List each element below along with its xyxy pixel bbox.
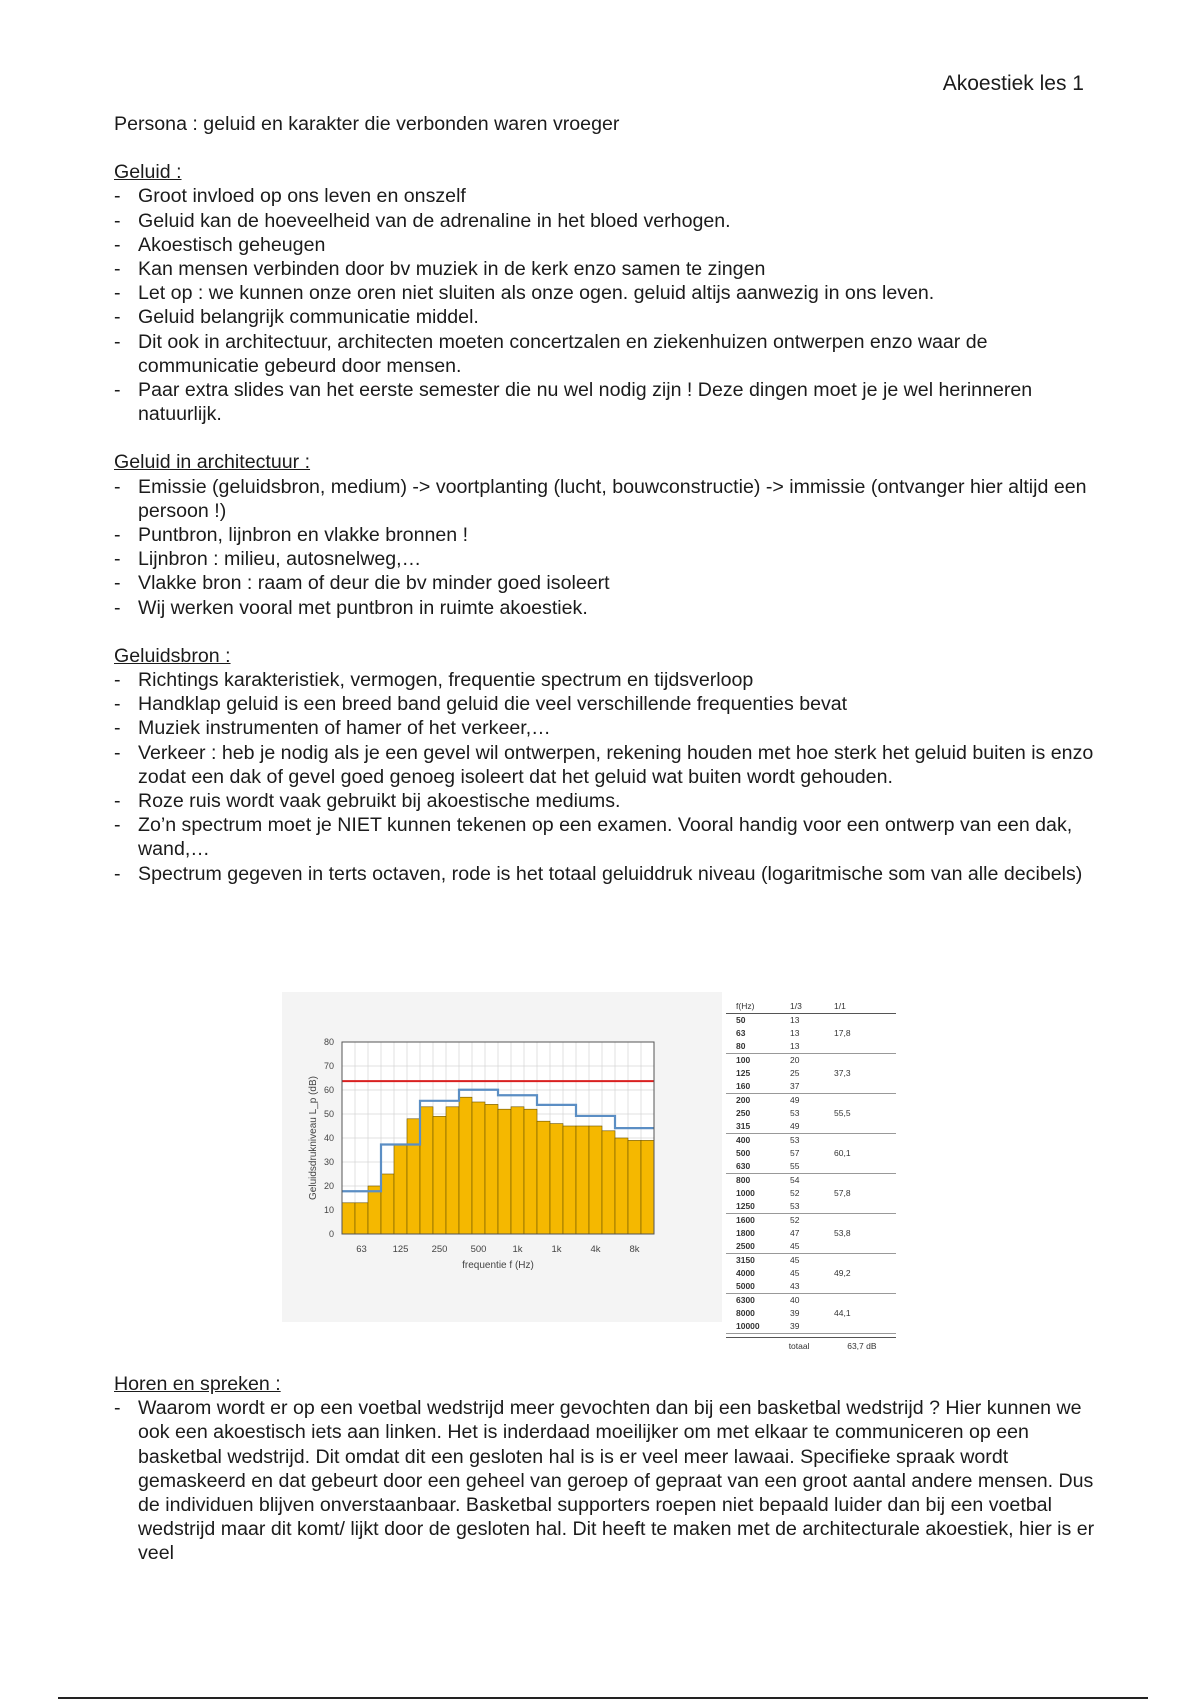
list-item: - Puntbron, lijnbron en vlakke bronnen ! <box>114 523 1104 547</box>
table-cell-octave <box>834 1200 884 1213</box>
list-item: - Waarom wordt er op een voetbal wedstrijd meer gevochten dan bij een basketbal wedstrijd ? Hier kunnen we ook een akoestisch iets aan linken. Het is inderdaad moeilijker om met elkaar te communiceren op een basketbal wedstrijd. Dit omdat dit een gesloten hal is is er veel meer lawaai. Specifieke spraak wordt gemaskeerd en dat gebeurt door een geheel van geroep of gepraat van een groot aantal andere mensen. Dus de individuen blijven onverstaanbaar. Basketbal supporters roepen niet bepaald luider dan bij een voetbal wedstrijd maar dit komt/ lijkt door de gesloten hal. Dit heeft te maken met de architecturale akoestiek, hier is er veel <box>114 1396 1104 1565</box>
table-cell-third: 39 <box>790 1321 800 1331</box>
list-item: - Richtings karakteristiek, vermogen, frequentie spectrum en tijdsverloop <box>114 668 1104 692</box>
list-item: - Roze ruis wordt vaak gebruikt bij akoestische mediums. <box>114 789 1104 813</box>
y-tick-label: 10 <box>323 1205 334 1215</box>
y-tick-label: 60 <box>323 1085 334 1095</box>
table-cell-octave <box>834 1214 884 1227</box>
table-row <box>726 1254 896 1267</box>
table-cell-freq: 125 <box>736 1068 751 1078</box>
table-cell-freq: 250 <box>736 1108 751 1118</box>
table-cell-freq: 500 <box>736 1148 751 1158</box>
table-cell-third: 13 <box>790 1015 800 1025</box>
x-tick-label: 63 <box>356 1244 367 1255</box>
table-header-freq: f(Hz) <box>736 1001 755 1011</box>
table-cell-third: 47 <box>790 1228 800 1238</box>
table-row <box>726 1187 896 1200</box>
list-item: - Vlakke bron : raam of deur die bv minder goed isoleert <box>114 571 1104 595</box>
spectrum-bar <box>550 1124 563 1234</box>
table-cell-freq: 50 <box>736 1015 746 1025</box>
table-row <box>726 1067 896 1080</box>
table-cell-octave <box>834 1094 884 1107</box>
table-cell-octave: 60,1 <box>834 1148 851 1158</box>
table-cell-third: 37 <box>790 1081 800 1091</box>
list-item: - Paar extra slides van het eerste semester die nu wel nodig zijn ! Deze dingen moet je je wel herinneren natuurlijk. <box>114 378 1104 426</box>
document-body <box>114 112 1104 886</box>
spectrum-bar <box>394 1145 407 1234</box>
x-tick-label: 1k <box>512 1244 523 1255</box>
list-item: - Muziek instrumenten of hamer of het verkeer,… <box>114 716 1104 740</box>
table-cell-third: 13 <box>790 1028 800 1038</box>
table-row <box>726 1040 896 1054</box>
table-cell-freq: 10000 <box>736 1321 760 1331</box>
table-cell-freq: 5000 <box>736 1281 755 1291</box>
spectrum-bar <box>420 1107 433 1234</box>
spectrum-bar <box>628 1140 641 1234</box>
x-tick-label: 250 <box>431 1244 448 1255</box>
spectrum-bar <box>524 1109 537 1234</box>
table-cell-third: 45 <box>790 1268 800 1278</box>
table-row <box>726 1120 896 1134</box>
table-cell-octave <box>834 1080 884 1093</box>
list-item: - Geluid kan de hoeveelheid van de adrenaline in het bloed verhogen. <box>114 209 1104 233</box>
list-item: - Verkeer : heb je nodig als je een gevel wil ontwerpen, rekening houden met hoe sterk het geluid buiten is enzo zodat een dak of gevel goed genoeg isoleert dat het geluid wat buiten wordt gehouden. <box>114 741 1104 789</box>
table-cell-freq: 1000 <box>736 1188 755 1198</box>
list-item: - Spectrum gegeven in terts octaven, rode is het totaal geluiddruk niveau (logaritmische som van alle decibels) <box>114 862 1104 886</box>
list-item: - Lijnbron : milieu, autosnelweg,… <box>114 547 1104 571</box>
list-item: - Akoestisch geheugen <box>114 233 1104 257</box>
table-row <box>726 1320 896 1334</box>
table-cell-freq: 400 <box>736 1135 751 1145</box>
table-cell-third: 40 <box>790 1295 800 1305</box>
table-cell-octave <box>834 1040 884 1053</box>
table-cell-third: 53 <box>790 1135 800 1145</box>
table-cell-freq: 80 <box>736 1041 746 1051</box>
table-row <box>726 1054 896 1067</box>
table-cell-third: 13 <box>790 1041 800 1051</box>
table-cell-freq: 2500 <box>736 1241 755 1251</box>
table-cell-freq: 6300 <box>736 1295 755 1305</box>
spectrum-bar <box>576 1126 589 1234</box>
spectrum-bar <box>433 1116 446 1234</box>
table-cell-third: 52 <box>790 1215 800 1225</box>
y-tick-label: 40 <box>323 1133 334 1143</box>
table-cell-octave: 57,8 <box>834 1188 851 1198</box>
table-cell-third: 45 <box>790 1241 800 1251</box>
section-heading-geluidsbron: Geluidsbron : <box>114 644 231 667</box>
table-cell-third: 39 <box>790 1308 800 1318</box>
table-row <box>726 1280 896 1294</box>
spectrum-bar <box>472 1102 485 1234</box>
table-cell-freq: 315 <box>736 1121 751 1131</box>
table-cell-octave: 37,3 <box>834 1068 851 1078</box>
table-total-value: 63,7 dB <box>847 1341 877 1351</box>
list-item: - Handklap geluid is een breed band geluid die veel verschillende frequenties bevat <box>114 692 1104 716</box>
table-cell-third: 53 <box>790 1201 800 1211</box>
list-item: - Emissie (geluidsbron, medium) -> voortplanting (lucht, bouwconstructie) -> immissie (ontvanger hier altijd een persoon !) <box>114 475 1104 523</box>
table-cell-freq: 100 <box>736 1055 751 1065</box>
table-cell-freq: 200 <box>736 1095 751 1105</box>
table-cell-third: 52 <box>790 1188 800 1198</box>
table-row <box>726 1080 896 1094</box>
x-tick-label: 125 <box>392 1244 409 1255</box>
spectrum-bar <box>342 1203 355 1234</box>
spectrum-bar <box>602 1131 615 1234</box>
spectrum-bar <box>485 1104 498 1234</box>
table-cell-octave <box>834 1280 884 1293</box>
table-cell-third: 54 <box>790 1175 800 1185</box>
table-cell-octave <box>834 1254 884 1267</box>
section-heading-geluid-in-architectuur: Geluid in architectuur : <box>114 451 311 474</box>
table-row <box>726 1267 896 1280</box>
table-row <box>726 1214 896 1227</box>
bullet-list-geluid <box>114 184 1104 426</box>
table-row <box>726 1240 896 1254</box>
table-cell-freq: 4000 <box>736 1268 755 1278</box>
list-item: - Groot invloed op ons leven en onszelf <box>114 184 1104 208</box>
table-row <box>726 1147 896 1160</box>
spectrum-figure <box>282 992 902 1352</box>
spectrum-bar <box>381 1174 394 1234</box>
y-tick-label: 20 <box>323 1181 334 1191</box>
table-cell-octave <box>834 1174 884 1187</box>
intro-line: Persona : geluid en karakter die verbonden waren vroeger <box>114 113 620 135</box>
x-tick-label: 4k <box>590 1244 601 1255</box>
bullet-list-horen <box>114 1396 1104 1565</box>
table-cell-octave <box>834 1120 884 1133</box>
table-row <box>726 1307 896 1320</box>
table-cell-freq: 1250 <box>736 1201 755 1211</box>
table-header-octave: 1/1 <box>834 1001 846 1011</box>
table-row <box>726 1094 896 1107</box>
x-tick-label: 1k <box>551 1244 562 1255</box>
y-tick-label: 50 <box>323 1109 334 1119</box>
table-cell-third: 49 <box>790 1095 800 1105</box>
section-heading-geluid: Geluid : <box>114 161 182 184</box>
table-cell-freq: 8000 <box>736 1308 755 1318</box>
table-row <box>726 1014 896 1027</box>
spectrum-bar <box>563 1126 576 1234</box>
spectrum-table <box>726 1000 896 1353</box>
table-cell-octave <box>834 1014 884 1027</box>
y-tick-label: 70 <box>323 1061 334 1071</box>
table-cell-octave <box>834 1054 884 1067</box>
table-row <box>726 1294 896 1307</box>
spectrum-bar <box>368 1186 381 1234</box>
spectrum-bar <box>537 1121 550 1234</box>
list-item: - Geluid belangrijk communicatie middel. <box>114 305 1104 329</box>
table-header-third: 1/3 <box>790 1001 802 1011</box>
table-cell-third: 25 <box>790 1068 800 1078</box>
table-row <box>726 1134 896 1147</box>
spectrum-bar <box>446 1107 459 1234</box>
list-item: - Let op : we kunnen onze oren niet sluiten als onze ogen. geluid altijs aanwezig in ons leven. <box>114 281 1104 305</box>
table-cell-freq: 3150 <box>736 1255 755 1265</box>
table-cell-freq: 1600 <box>736 1215 755 1225</box>
y-axis-label: Geluidsdrukniveau L_p (dB) <box>308 1076 319 1200</box>
table-row <box>726 1160 896 1174</box>
spectrum-chart <box>282 992 722 1322</box>
table-row <box>726 1027 896 1040</box>
list-item: - Dit ook in architectuur, architecten moeten concertzalen en ziekenhuizen ontwerpen enzo waar de communicatie gebeurd door mensen. <box>114 330 1104 378</box>
table-cell-octave: 53,8 <box>834 1228 851 1238</box>
table-row <box>726 1174 896 1187</box>
table-cell-freq: 630 <box>736 1161 751 1171</box>
x-axis-label: frequentie f (Hz) <box>462 1260 534 1271</box>
table-cell-octave <box>834 1294 884 1307</box>
spectrum-bar <box>498 1109 511 1234</box>
y-tick-label: 80 <box>323 1037 334 1047</box>
table-cell-octave: 17,8 <box>834 1028 851 1038</box>
table-cell-third: 45 <box>790 1255 800 1265</box>
page-bottom-rule <box>58 1697 1148 1699</box>
table-header-row <box>726 1000 896 1014</box>
list-item: - Wij werken vooral met puntbron in ruimte akoestiek. <box>114 596 1104 620</box>
table-cell-freq: 1800 <box>736 1228 755 1238</box>
spectrum-bar <box>459 1097 472 1234</box>
table-cell-third: 55 <box>790 1161 800 1171</box>
list-item: - Zo’n spectrum moet je NIET kunnen tekenen op een examen. Vooral handig voor een ontwerp van een dak, wand,… <box>114 813 1104 861</box>
table-total-row <box>726 1337 896 1353</box>
y-tick-label: 30 <box>323 1157 334 1167</box>
spectrum-bar <box>615 1138 628 1234</box>
table-cell-octave <box>834 1134 884 1147</box>
table-cell-third: 53 <box>790 1108 800 1118</box>
document-body-continued <box>114 1372 1104 1566</box>
section-heading-horen-en-spreken: Horen en spreken : <box>114 1373 281 1395</box>
table-cell-octave: 55,5 <box>834 1108 851 1118</box>
table-row <box>726 1227 896 1240</box>
table-cell-third: 57 <box>790 1148 800 1158</box>
spectrum-bar <box>407 1119 420 1234</box>
bullet-list-geluidsbron <box>114 668 1104 886</box>
table-total-label: totaal <box>788 1341 810 1351</box>
table-row <box>726 1200 896 1214</box>
table-row <box>726 1107 896 1120</box>
spectrum-bar <box>641 1140 654 1234</box>
bullet-list-architectuur <box>114 475 1104 620</box>
table-cell-octave <box>834 1160 884 1173</box>
table-cell-freq: 800 <box>736 1175 751 1185</box>
table-cell-third: 20 <box>790 1055 800 1065</box>
spectrum-bar <box>589 1126 602 1234</box>
table-cell-octave: 44,1 <box>834 1308 851 1318</box>
list-item: - Kan mensen verbinden door bv muziek in de kerk enzo samen te zingen <box>114 257 1104 281</box>
spectrum-bar <box>355 1203 368 1234</box>
y-tick-label: 0 <box>328 1229 334 1239</box>
document-title: Akoestiek les 1 <box>942 72 1084 95</box>
table-cell-octave <box>834 1320 884 1333</box>
table-cell-third: 49 <box>790 1121 800 1131</box>
table-cell-octave: 49,2 <box>834 1268 851 1278</box>
table-cell-third: 43 <box>790 1281 800 1291</box>
x-tick-label: 500 <box>470 1244 487 1255</box>
x-tick-label: 8k <box>629 1244 640 1255</box>
table-body <box>726 1014 896 1334</box>
table-cell-freq: 63 <box>736 1028 746 1038</box>
spectrum-bar <box>511 1107 524 1234</box>
table-cell-octave <box>834 1240 884 1253</box>
table-cell-freq: 160 <box>736 1081 751 1091</box>
